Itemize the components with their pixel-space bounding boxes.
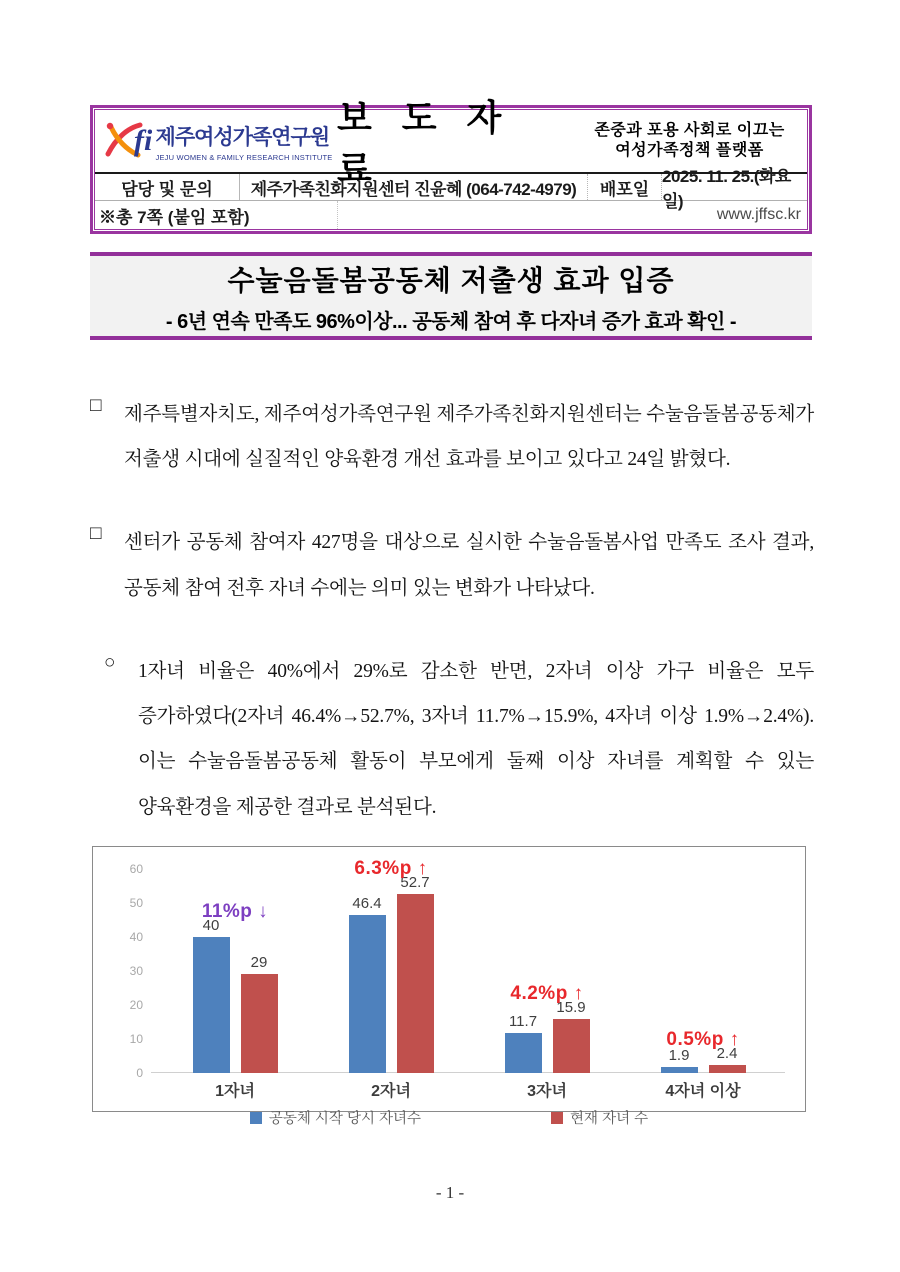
bar-value-label: 15.9: [556, 998, 586, 1016]
slogan-line-2: 여성가족정책 플랫폼: [615, 142, 764, 159]
slogan-line-1: 존중과 포용 사회로 이끄는: [594, 122, 785, 139]
y-tick-label: 10: [129, 1032, 143, 1046]
bar: [709, 1065, 746, 1073]
doc-type-title: 보 도 자 료: [337, 97, 512, 189]
bar-value-label: 29: [250, 954, 268, 972]
bar: [193, 937, 230, 1073]
header-inner-frame: [94, 97, 808, 230]
change-annotation: 4.2%p ↑: [510, 982, 584, 1004]
paragraph-text: 센터가 공동체 참여자 427명을 대상으로 실시한 수눌음돌봄사업 만족도 조사 결과, 공동체 참여 전후 자녀 수에는 의미 있는 변화가 나타났다.: [124, 532, 814, 599]
paragraph-text: 1자녀 비율은 40%에서 29%로 감소한 반면, 2자녀 이상 가구 비율은 모두 증가하였다(2자녀 46.4%→52.7%, 3자녀 11.7%→15.9%, 4자녀 이상 1.9%→2.4%). 이는 수눌음돌봄공동체 활동이 부모에게 둘째 이상 자녀를 계획할 수 있는 양육환경을 제공한 결과로 분석된다.: [138, 660, 814, 818]
institute-logo-icon: [100, 118, 152, 164]
change-annotation: 11%p ↓: [201, 901, 269, 922]
meta-spacer: [337, 201, 717, 229]
chart-group: [469, 855, 625, 1073]
org-name-english: JEJU WOMEN & FAMILY RESEARCH INSTITUTE: [155, 152, 333, 162]
contact-label: 담당 및 문의: [121, 179, 213, 199]
bar: [241, 974, 278, 1073]
release-date-label: 배포일: [587, 174, 661, 200]
bar-value-label: 40: [202, 917, 220, 934]
page-number: - 1 -: [435, 1183, 465, 1202]
bar-value-label: 52.7: [400, 873, 430, 891]
bar-column: [505, 1013, 542, 1073]
y-tick-label: 20: [129, 998, 143, 1012]
logo-cell: [95, 110, 337, 172]
x-axis-category-label: 4자녀 이상: [665, 1083, 741, 1100]
legend-item: [551, 1107, 648, 1128]
headline-title: 수눌음돌봄공동체 저출생 효과 입증: [227, 264, 675, 296]
contact-value: 제주가족친화지원센터 진윤혜 (064-742-4979): [239, 174, 587, 200]
bar: [397, 894, 434, 1073]
bar-value-label: 46.4: [352, 895, 382, 913]
svg-text:fi: fi: [133, 124, 152, 157]
header-row-meta: [95, 200, 807, 229]
bar-column: [553, 998, 590, 1073]
bar-column: [709, 1044, 746, 1073]
paragraph-bullet: □: [90, 395, 102, 416]
release-date-value: 2025. 11. 25.(화요일): [661, 174, 807, 200]
children-count-bar-chart: [92, 846, 806, 1127]
x-axis-labels: [157, 1078, 781, 1101]
y-tick-label: 40: [129, 930, 143, 944]
chart-plot-area: [107, 855, 791, 1080]
chart-group: [625, 855, 781, 1073]
x-axis-category-label: 1자녀: [215, 1083, 255, 1100]
paragraph: [90, 520, 814, 610]
chart-group: [157, 855, 313, 1073]
bar-value-label: 2.4: [716, 1044, 738, 1062]
paragraph-bullet: ○: [104, 651, 116, 673]
bar-column: [241, 954, 278, 1073]
chart-groups: [157, 855, 781, 1073]
bar: [553, 1019, 590, 1073]
paragraph: [90, 392, 814, 482]
bar: [505, 1033, 542, 1073]
chart-legend: [93, 1107, 805, 1128]
body-paragraphs: [90, 392, 814, 830]
bar-column: [397, 873, 434, 1073]
headline-subtitle: - 6년 연속 만족도 96%이상... 공동체 참여 후 다자녀 증가 효과 확인 -: [165, 310, 737, 333]
change-annotation: 6.3%p ↑: [354, 857, 428, 879]
paragraph: [104, 649, 814, 830]
legend-swatch: [250, 1112, 262, 1124]
x-axis-category-label: 2자녀: [371, 1083, 411, 1100]
bar-column: [661, 1046, 698, 1073]
bar-value-label: 11.7: [508, 1013, 538, 1031]
legend-item: [250, 1107, 421, 1128]
bar-value-label: 1.9: [668, 1046, 690, 1064]
legend-label: 현재 자녀 수: [570, 1111, 649, 1127]
y-tick-label: 50: [129, 896, 143, 910]
y-tick-label: 60: [129, 862, 143, 876]
y-tick-label: 0: [136, 1066, 143, 1080]
website-url: www.jffsc.kr: [716, 206, 801, 223]
legend-swatch: [551, 1112, 563, 1124]
bar: [661, 1067, 698, 1073]
change-annotation: 0.5%p ↑: [666, 1028, 740, 1050]
header-row-contact: [95, 167, 807, 211]
total-pages-note: ※총 7쪽 (붙임 포함): [99, 207, 250, 227]
org-name-korean: 제주여성가족연구원: [155, 125, 330, 149]
y-tick-label: 30: [129, 964, 143, 978]
headline-box: [90, 252, 812, 340]
chart-group: [313, 855, 469, 1073]
logo-text-block: [156, 121, 333, 162]
legend-label: 공동체 시작 당시 자녀수: [268, 1111, 422, 1127]
paragraph-bullet: □: [90, 523, 102, 545]
bar-column: [193, 917, 230, 1073]
press-release-header: [90, 97, 812, 234]
bar: [349, 915, 386, 1073]
paragraph-text: 제주특별자치도, 제주여성가족연구원 제주가족친화지원센터는 수눌음돌봄공동체가 저출생 시대에 실질적인 양육환경 개선 효과를 보이고 있다고 24일 밝혔다.: [124, 404, 814, 471]
bar-column: [349, 895, 386, 1073]
x-axis-category-label: 3자녀: [527, 1083, 567, 1100]
